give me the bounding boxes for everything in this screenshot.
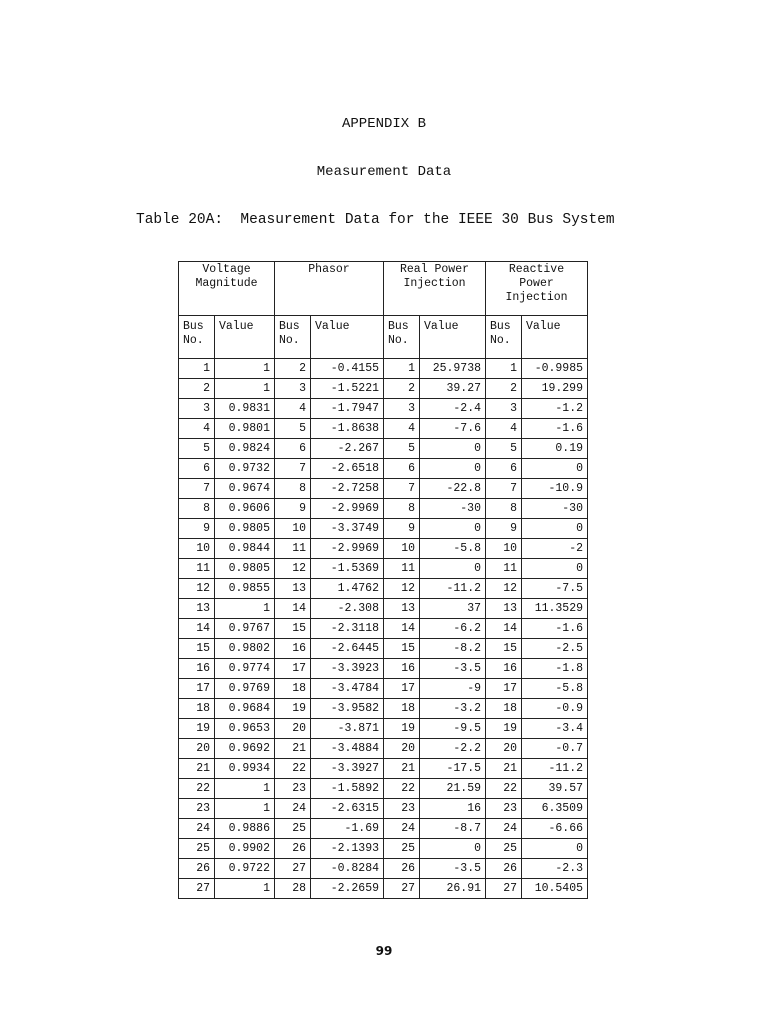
table-row — [179, 779, 588, 799]
table-row — [179, 419, 588, 439]
voltage-bus-cell: 13 — [179, 599, 215, 619]
real-power-bus-cell: 5 — [384, 439, 420, 459]
phasor-value-cell: -2.308 — [311, 599, 384, 619]
voltage-value-cell: 0.9606 — [215, 499, 275, 519]
real-power-value-cell: -5.8 — [420, 539, 486, 559]
real-power-value-cell: 25.9738 — [420, 359, 486, 379]
reactive-power-bus-cell: 1 — [486, 359, 522, 379]
table-caption: Table 20A: Measurement Data for the IEEE 30 Bus System — [136, 212, 615, 228]
table-row — [179, 459, 588, 479]
voltage-bus-cell: 11 — [179, 559, 215, 579]
phasor-value-cell: -3.3749 — [311, 519, 384, 539]
real-power-bus-cell: 17 — [384, 679, 420, 699]
voltage-value-cell: 0.9824 — [215, 439, 275, 459]
appendix-title: APPENDIX B — [341, 116, 426, 132]
sub-header-bus-no: Bus No. — [384, 316, 420, 359]
sub-header-row — [179, 316, 588, 359]
reactive-power-bus-cell: 24 — [486, 819, 522, 839]
phasor-bus-cell: 28 — [275, 879, 311, 899]
voltage-value-cell: 0.9774 — [215, 659, 275, 679]
table-row — [179, 699, 588, 719]
sub-header-bus-no: Bus No. — [179, 316, 215, 359]
table-row — [179, 439, 588, 459]
voltage-bus-cell: 8 — [179, 499, 215, 519]
real-power-value-cell: 0 — [420, 459, 486, 479]
table-row — [179, 379, 588, 399]
phasor-value-cell: -1.5369 — [311, 559, 384, 579]
real-power-value-cell: -3.5 — [420, 659, 486, 679]
phasor-value-cell: -1.5221 — [311, 379, 384, 399]
voltage-value-cell: 1 — [215, 799, 275, 819]
real-power-value-cell: -17.5 — [420, 759, 486, 779]
reactive-power-value-cell: 0.19 — [522, 439, 588, 459]
phasor-value-cell: -3.4884 — [311, 739, 384, 759]
voltage-bus-cell: 7 — [179, 479, 215, 499]
voltage-value-cell: 0.9732 — [215, 459, 275, 479]
reactive-power-value-cell: -2.3 — [522, 859, 588, 879]
reactive-power-value-cell: -1.6 — [522, 419, 588, 439]
phasor-value-cell: -2.9969 — [311, 499, 384, 519]
reactive-power-bus-cell: 14 — [486, 619, 522, 639]
reactive-power-value-cell: 11.3529 — [522, 599, 588, 619]
group-header-reactive-power: Reactive Power Injection — [486, 262, 588, 316]
phasor-bus-cell: 19 — [275, 699, 311, 719]
table-row — [179, 859, 588, 879]
voltage-value-cell: 0.9674 — [215, 479, 275, 499]
real-power-bus-cell: 21 — [384, 759, 420, 779]
phasor-value-cell: -2.6445 — [311, 639, 384, 659]
phasor-value-cell: -3.3927 — [311, 759, 384, 779]
voltage-bus-cell: 6 — [179, 459, 215, 479]
real-power-value-cell: 0 — [420, 559, 486, 579]
real-power-value-cell: -3.5 — [420, 859, 486, 879]
voltage-bus-cell: 19 — [179, 719, 215, 739]
voltage-value-cell: 1 — [215, 879, 275, 899]
phasor-bus-cell: 14 — [275, 599, 311, 619]
voltage-value-cell: 0.9769 — [215, 679, 275, 699]
real-power-value-cell: 0 — [420, 519, 486, 539]
table-row — [179, 719, 588, 739]
reactive-power-value-cell: 0 — [522, 459, 588, 479]
reactive-power-bus-cell: 3 — [486, 399, 522, 419]
reactive-power-value-cell: 0 — [522, 559, 588, 579]
phasor-value-cell: -3.871 — [311, 719, 384, 739]
phasor-bus-cell: 13 — [275, 579, 311, 599]
reactive-power-bus-cell: 6 — [486, 459, 522, 479]
voltage-bus-cell: 3 — [179, 399, 215, 419]
reactive-power-bus-cell: 13 — [486, 599, 522, 619]
table-row — [179, 619, 588, 639]
phasor-value-cell: -3.4784 — [311, 679, 384, 699]
voltage-bus-cell: 9 — [179, 519, 215, 539]
real-power-bus-cell: 14 — [384, 619, 420, 639]
reactive-power-bus-cell: 21 — [486, 759, 522, 779]
sub-header-value: Value — [311, 316, 384, 359]
real-power-value-cell: -11.2 — [420, 579, 486, 599]
real-power-value-cell: 0 — [420, 839, 486, 859]
reactive-power-value-cell: -2.5 — [522, 639, 588, 659]
phasor-bus-cell: 26 — [275, 839, 311, 859]
phasor-value-cell: -2.6315 — [311, 799, 384, 819]
phasor-bus-cell: 8 — [275, 479, 311, 499]
reactive-power-value-cell: -10.9 — [522, 479, 588, 499]
phasor-bus-cell: 12 — [275, 559, 311, 579]
phasor-value-cell: -1.69 — [311, 819, 384, 839]
reactive-power-value-cell: -7.5 — [522, 579, 588, 599]
phasor-bus-cell: 5 — [275, 419, 311, 439]
real-power-value-cell: 26.91 — [420, 879, 486, 899]
phasor-bus-cell: 9 — [275, 499, 311, 519]
real-power-bus-cell: 18 — [384, 699, 420, 719]
phasor-value-cell: -2.1393 — [311, 839, 384, 859]
phasor-value-cell: -2.9969 — [311, 539, 384, 559]
voltage-bus-cell: 5 — [179, 439, 215, 459]
reactive-power-bus-cell: 12 — [486, 579, 522, 599]
real-power-value-cell: 0 — [420, 439, 486, 459]
sub-header-value: Value — [420, 316, 486, 359]
reactive-power-bus-cell: 9 — [486, 519, 522, 539]
voltage-value-cell: 0.9886 — [215, 819, 275, 839]
reactive-power-bus-cell: 19 — [486, 719, 522, 739]
voltage-value-cell: 0.9684 — [215, 699, 275, 719]
real-power-value-cell: -2.4 — [420, 399, 486, 419]
voltage-bus-cell: 18 — [179, 699, 215, 719]
reactive-power-value-cell: -1.8 — [522, 659, 588, 679]
reactive-power-value-cell: -6.66 — [522, 819, 588, 839]
reactive-power-value-cell: 0 — [522, 839, 588, 859]
table-row — [179, 559, 588, 579]
reactive-power-bus-cell: 4 — [486, 419, 522, 439]
table-row — [179, 479, 588, 499]
voltage-bus-cell: 24 — [179, 819, 215, 839]
phasor-value-cell: -3.9582 — [311, 699, 384, 719]
table-row — [179, 359, 588, 379]
voltage-value-cell: 0.9902 — [215, 839, 275, 859]
voltage-bus-cell: 23 — [179, 799, 215, 819]
table-row — [179, 399, 588, 419]
table-row — [179, 519, 588, 539]
real-power-value-cell: -8.2 — [420, 639, 486, 659]
real-power-bus-cell: 6 — [384, 459, 420, 479]
group-header-phasor: Phasor — [275, 262, 384, 316]
table-row — [179, 679, 588, 699]
reactive-power-value-cell: -1.6 — [522, 619, 588, 639]
reactive-power-bus-cell: 5 — [486, 439, 522, 459]
voltage-value-cell: 0.9831 — [215, 399, 275, 419]
real-power-value-cell: -6.2 — [420, 619, 486, 639]
phasor-value-cell: -1.8638 — [311, 419, 384, 439]
real-power-bus-cell: 3 — [384, 399, 420, 419]
phasor-value-cell: -2.7258 — [311, 479, 384, 499]
voltage-value-cell: 0.9934 — [215, 759, 275, 779]
table-row — [179, 759, 588, 779]
real-power-bus-cell: 12 — [384, 579, 420, 599]
real-power-value-cell: -9.5 — [420, 719, 486, 739]
real-power-value-cell: -22.8 — [420, 479, 486, 499]
voltage-bus-cell: 10 — [179, 539, 215, 559]
reactive-power-bus-cell: 2 — [486, 379, 522, 399]
group-header-voltage: Voltage Magnitude — [179, 262, 275, 316]
reactive-power-bus-cell: 15 — [486, 639, 522, 659]
reactive-power-bus-cell: 25 — [486, 839, 522, 859]
table-row — [179, 539, 588, 559]
voltage-value-cell: 0.9722 — [215, 859, 275, 879]
phasor-bus-cell: 18 — [275, 679, 311, 699]
sub-header-value: Value — [522, 316, 588, 359]
phasor-bus-cell: 17 — [275, 659, 311, 679]
voltage-value-cell: 0.9692 — [215, 739, 275, 759]
reactive-power-value-cell: -3.4 — [522, 719, 588, 739]
reactive-power-value-cell: -2 — [522, 539, 588, 559]
section-subtitle: Measurement Data — [316, 164, 452, 180]
real-power-value-cell: -8.7 — [420, 819, 486, 839]
table-body — [179, 359, 588, 899]
phasor-value-cell: -2.6518 — [311, 459, 384, 479]
voltage-bus-cell: 25 — [179, 839, 215, 859]
reactive-power-bus-cell: 20 — [486, 739, 522, 759]
table-row — [179, 579, 588, 599]
real-power-value-cell: -7.6 — [420, 419, 486, 439]
phasor-value-cell: -0.4155 — [311, 359, 384, 379]
group-header-row — [179, 262, 588, 316]
real-power-bus-cell: 23 — [384, 799, 420, 819]
sub-header-value: Value — [215, 316, 275, 359]
voltage-value-cell: 1 — [215, 599, 275, 619]
voltage-bus-cell: 27 — [179, 879, 215, 899]
group-header-real-power: Real Power Injection — [384, 262, 486, 316]
real-power-value-cell: 37 — [420, 599, 486, 619]
real-power-bus-cell: 7 — [384, 479, 420, 499]
table-row — [179, 799, 588, 819]
reactive-power-value-cell: -0.9 — [522, 699, 588, 719]
voltage-value-cell: 0.9653 — [215, 719, 275, 739]
table-row — [179, 839, 588, 859]
real-power-value-cell: -2.2 — [420, 739, 486, 759]
sub-header-bus-no: Bus No. — [275, 316, 311, 359]
reactive-power-value-cell: -0.9985 — [522, 359, 588, 379]
sub-header-bus-no: Bus No. — [486, 316, 522, 359]
real-power-bus-cell: 26 — [384, 859, 420, 879]
phasor-bus-cell: 4 — [275, 399, 311, 419]
real-power-bus-cell: 27 — [384, 879, 420, 899]
real-power-bus-cell: 15 — [384, 639, 420, 659]
phasor-bus-cell: 7 — [275, 459, 311, 479]
voltage-value-cell: 0.9855 — [215, 579, 275, 599]
phasor-value-cell: -2.3118 — [311, 619, 384, 639]
phasor-bus-cell: 16 — [275, 639, 311, 659]
reactive-power-value-cell: -0.7 — [522, 739, 588, 759]
phasor-bus-cell: 21 — [275, 739, 311, 759]
phasor-value-cell: 1.4762 — [311, 579, 384, 599]
reactive-power-value-cell: -30 — [522, 499, 588, 519]
voltage-value-cell: 0.9801 — [215, 419, 275, 439]
phasor-bus-cell: 22 — [275, 759, 311, 779]
phasor-bus-cell: 3 — [275, 379, 311, 399]
voltage-bus-cell: 20 — [179, 739, 215, 759]
reactive-power-value-cell: -5.8 — [522, 679, 588, 699]
real-power-bus-cell: 1 — [384, 359, 420, 379]
reactive-power-bus-cell: 26 — [486, 859, 522, 879]
voltage-value-cell: 0.9805 — [215, 519, 275, 539]
reactive-power-value-cell: 0 — [522, 519, 588, 539]
reactive-power-bus-cell: 10 — [486, 539, 522, 559]
real-power-bus-cell: 20 — [384, 739, 420, 759]
voltage-value-cell: 0.9805 — [215, 559, 275, 579]
real-power-value-cell: 39.27 — [420, 379, 486, 399]
voltage-value-cell: 0.9844 — [215, 539, 275, 559]
phasor-value-cell: -3.3923 — [311, 659, 384, 679]
voltage-value-cell: 1 — [215, 359, 275, 379]
voltage-bus-cell: 1 — [179, 359, 215, 379]
phasor-value-cell: -1.7947 — [311, 399, 384, 419]
voltage-value-cell: 0.9767 — [215, 619, 275, 639]
phasor-bus-cell: 27 — [275, 859, 311, 879]
reactive-power-bus-cell: 27 — [486, 879, 522, 899]
phasor-value-cell: -2.267 — [311, 439, 384, 459]
phasor-bus-cell: 6 — [275, 439, 311, 459]
measurement-table — [178, 261, 588, 899]
voltage-value-cell: 1 — [215, 379, 275, 399]
reactive-power-value-cell: 6.3509 — [522, 799, 588, 819]
reactive-power-bus-cell: 18 — [486, 699, 522, 719]
table-row — [179, 879, 588, 899]
real-power-value-cell: -30 — [420, 499, 486, 519]
voltage-bus-cell: 2 — [179, 379, 215, 399]
real-power-bus-cell: 19 — [384, 719, 420, 739]
real-power-bus-cell: 24 — [384, 819, 420, 839]
reactive-power-value-cell: 10.5405 — [522, 879, 588, 899]
reactive-power-bus-cell: 22 — [486, 779, 522, 799]
reactive-power-value-cell: 39.57 — [522, 779, 588, 799]
voltage-bus-cell: 26 — [179, 859, 215, 879]
voltage-bus-cell: 14 — [179, 619, 215, 639]
voltage-value-cell: 0.9802 — [215, 639, 275, 659]
real-power-value-cell: 16 — [420, 799, 486, 819]
reactive-power-value-cell: -11.2 — [522, 759, 588, 779]
table-row — [179, 819, 588, 839]
phasor-bus-cell: 20 — [275, 719, 311, 739]
reactive-power-value-cell: 19.299 — [522, 379, 588, 399]
reactive-power-bus-cell: 23 — [486, 799, 522, 819]
reactive-power-bus-cell: 16 — [486, 659, 522, 679]
voltage-value-cell: 1 — [215, 779, 275, 799]
voltage-bus-cell: 22 — [179, 779, 215, 799]
reactive-power-value-cell: -1.2 — [522, 399, 588, 419]
phasor-value-cell: -2.2659 — [311, 879, 384, 899]
voltage-bus-cell: 12 — [179, 579, 215, 599]
voltage-bus-cell: 21 — [179, 759, 215, 779]
real-power-bus-cell: 25 — [384, 839, 420, 859]
phasor-value-cell: -0.8284 — [311, 859, 384, 879]
phasor-bus-cell: 23 — [275, 779, 311, 799]
phasor-bus-cell: 2 — [275, 359, 311, 379]
reactive-power-bus-cell: 11 — [486, 559, 522, 579]
reactive-power-bus-cell: 7 — [486, 479, 522, 499]
real-power-bus-cell: 22 — [384, 779, 420, 799]
real-power-bus-cell: 16 — [384, 659, 420, 679]
table-row — [179, 639, 588, 659]
real-power-bus-cell: 11 — [384, 559, 420, 579]
phasor-bus-cell: 11 — [275, 539, 311, 559]
reactive-power-bus-cell: 17 — [486, 679, 522, 699]
table-row — [179, 659, 588, 679]
phasor-bus-cell: 15 — [275, 619, 311, 639]
voltage-bus-cell: 17 — [179, 679, 215, 699]
real-power-value-cell: -3.2 — [420, 699, 486, 719]
table-row — [179, 739, 588, 759]
real-power-bus-cell: 10 — [384, 539, 420, 559]
page-number: 99 — [375, 944, 393, 958]
phasor-bus-cell: 24 — [275, 799, 311, 819]
real-power-bus-cell: 9 — [384, 519, 420, 539]
real-power-bus-cell: 2 — [384, 379, 420, 399]
real-power-value-cell: -9 — [420, 679, 486, 699]
phasor-value-cell: -1.5892 — [311, 779, 384, 799]
voltage-bus-cell: 15 — [179, 639, 215, 659]
table-row — [179, 599, 588, 619]
phasor-bus-cell: 10 — [275, 519, 311, 539]
reactive-power-bus-cell: 8 — [486, 499, 522, 519]
real-power-bus-cell: 13 — [384, 599, 420, 619]
phasor-bus-cell: 25 — [275, 819, 311, 839]
table-row — [179, 499, 588, 519]
voltage-bus-cell: 16 — [179, 659, 215, 679]
real-power-bus-cell: 4 — [384, 419, 420, 439]
voltage-bus-cell: 4 — [179, 419, 215, 439]
real-power-value-cell: 21.59 — [420, 779, 486, 799]
real-power-bus-cell: 8 — [384, 499, 420, 519]
